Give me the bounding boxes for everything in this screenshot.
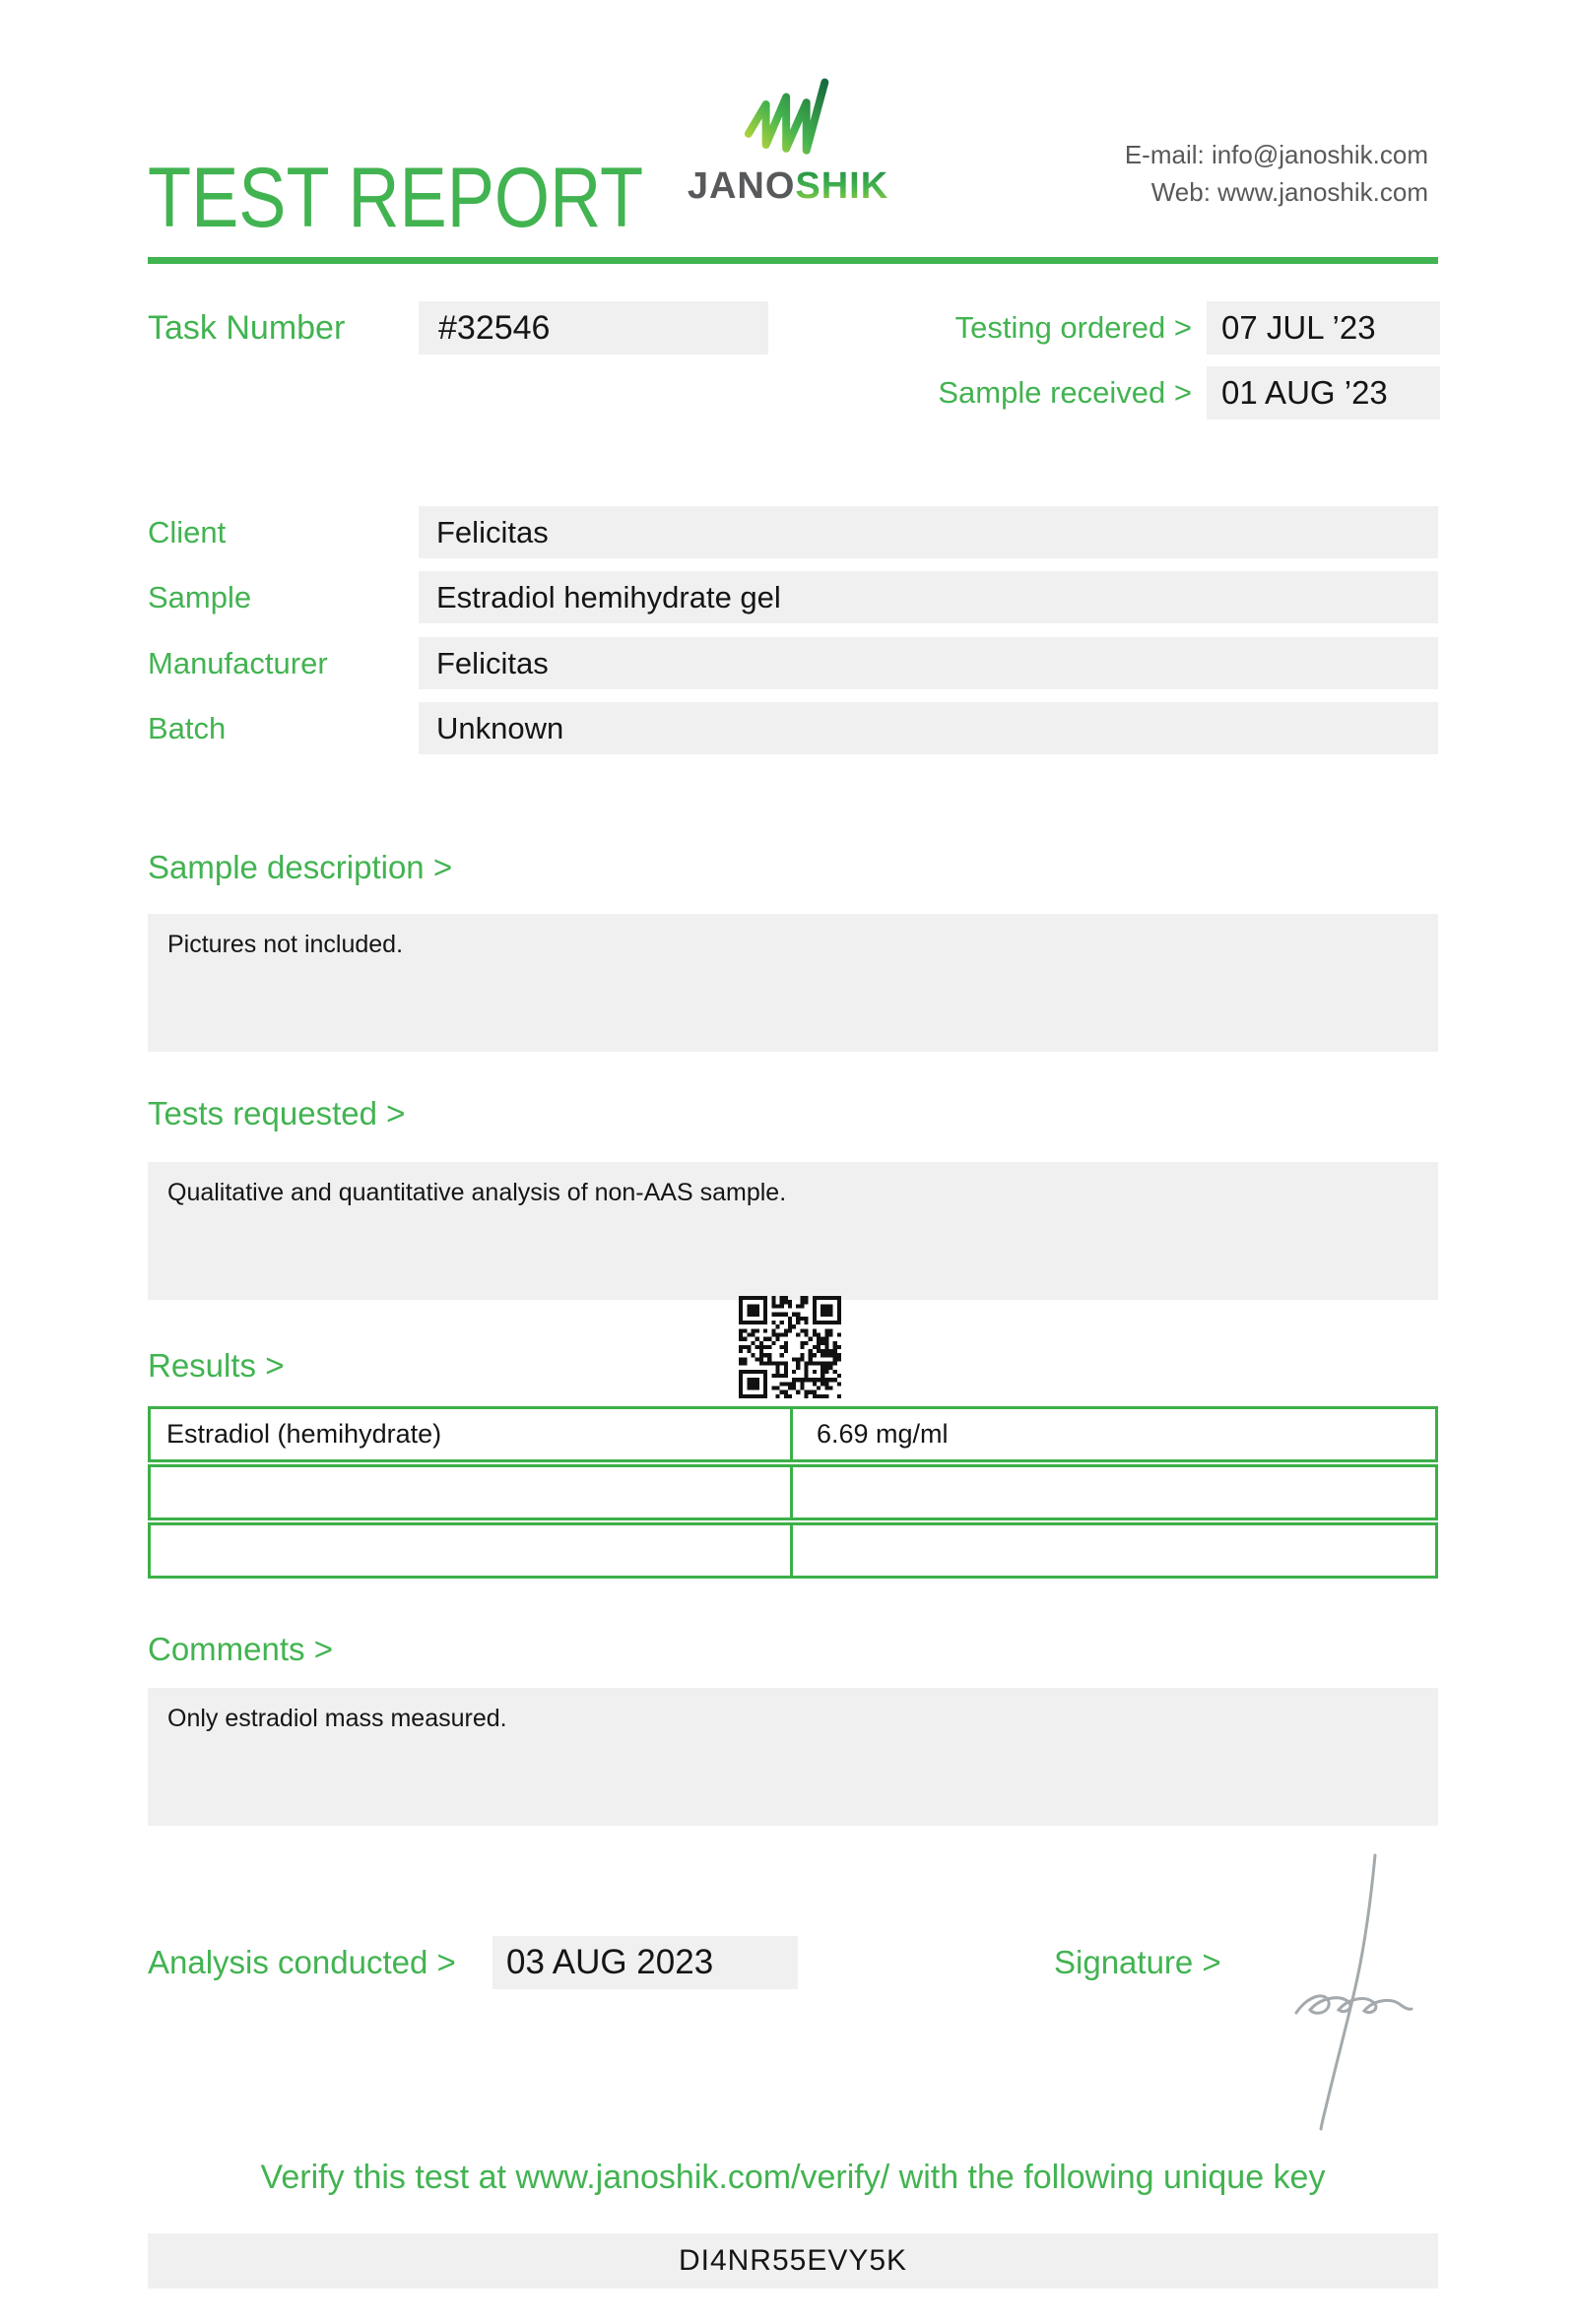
task-number-value: #32546 [438,309,551,347]
sample-description-box [148,914,1438,1052]
signature-image [1273,1849,1430,2135]
manufacturer-value: Felicitas [436,646,549,680]
logo-wordmark [670,165,906,208]
results-heading: Results > [148,1347,285,1384]
comments-text: Only estradiol mass measured. [167,1705,507,1732]
sample-received-field [1207,366,1440,420]
verify-key-field [148,2233,1438,2289]
tests-requested-text: Qualitative and quantitative analysis of non-AAS sample. [167,1179,787,1206]
sample-received-value: 01 AUG ’23 [1221,374,1388,411]
manufacturer-label: Manufacturer [148,646,328,680]
tests-requested-box [148,1162,1438,1300]
analysis-conducted-label: Analysis conducted > [148,1944,456,1980]
page-title: TEST REPORT [148,151,644,245]
logo-shik: SHIK [795,165,889,207]
chart-arrow-icon [741,77,835,160]
sample-description-heading: Sample description > [148,849,453,885]
result-cell: 6.69 mg/ml [817,1419,949,1449]
batch-value: Unknown [436,711,564,745]
client-label: Client [148,515,227,549]
batch-field [419,702,1438,754]
sample-label: Sample [148,580,252,614]
logo-jano: JANO [687,165,796,207]
sample-description-text: Pictures not included. [167,931,404,958]
contact-block [1125,136,1428,211]
table-row [148,1464,1438,1520]
verify-key-value: DI4NR55EVY5K [678,2244,908,2277]
qr-code-image [739,1296,841,1398]
manufacturer-field [419,637,1438,689]
analysis-date-value: 03 AUG 2023 [506,1943,714,1981]
sample-value: Estradiol hemihydrate gel [436,580,781,614]
contact-email: E-mail: info@janoshik.com [1124,140,1428,169]
janoshik-logo [670,77,906,208]
info-row-manufacturer [148,637,1438,689]
table-row [148,1522,1438,1579]
analysis-date-field [492,1936,798,1989]
analyte-cell [151,1467,793,1517]
info-row-client [148,506,1438,558]
comments-heading: Comments > [148,1631,333,1667]
result-cell [793,1525,1435,1576]
batch-label: Batch [148,711,227,745]
tests-requested-heading: Tests requested > [148,1095,406,1131]
contact-web: Web: www.janoshik.com [1150,177,1428,207]
client-field [419,506,1438,558]
task-number-field [419,301,768,355]
results-table [148,1406,1438,1579]
table-row [148,1406,1438,1462]
verify-instruction: Verify this test at www.janoshik.com/verify/ with the following unique key [260,2159,1326,2196]
client-value: Felicitas [436,515,549,549]
signature-label: Signature > [1054,1944,1221,1980]
info-row-batch [148,702,1438,754]
analyte-cell: Estradiol (hemihydrate) [151,1409,793,1459]
comments-box [148,1688,1438,1826]
task-number-label: Task Number [148,309,346,347]
sample-received-label: Sample received > [938,375,1192,410]
sample-field [419,571,1438,623]
testing-ordered-label: Testing ordered > [954,310,1192,345]
testing-ordered-field [1207,301,1440,355]
info-row-sample [148,571,1438,623]
analyte-cell [151,1525,793,1576]
testing-ordered-value: 07 JUL ’23 [1221,309,1376,346]
qr-code [739,1296,841,1398]
result-cell [793,1467,1435,1517]
header-divider [148,257,1438,264]
